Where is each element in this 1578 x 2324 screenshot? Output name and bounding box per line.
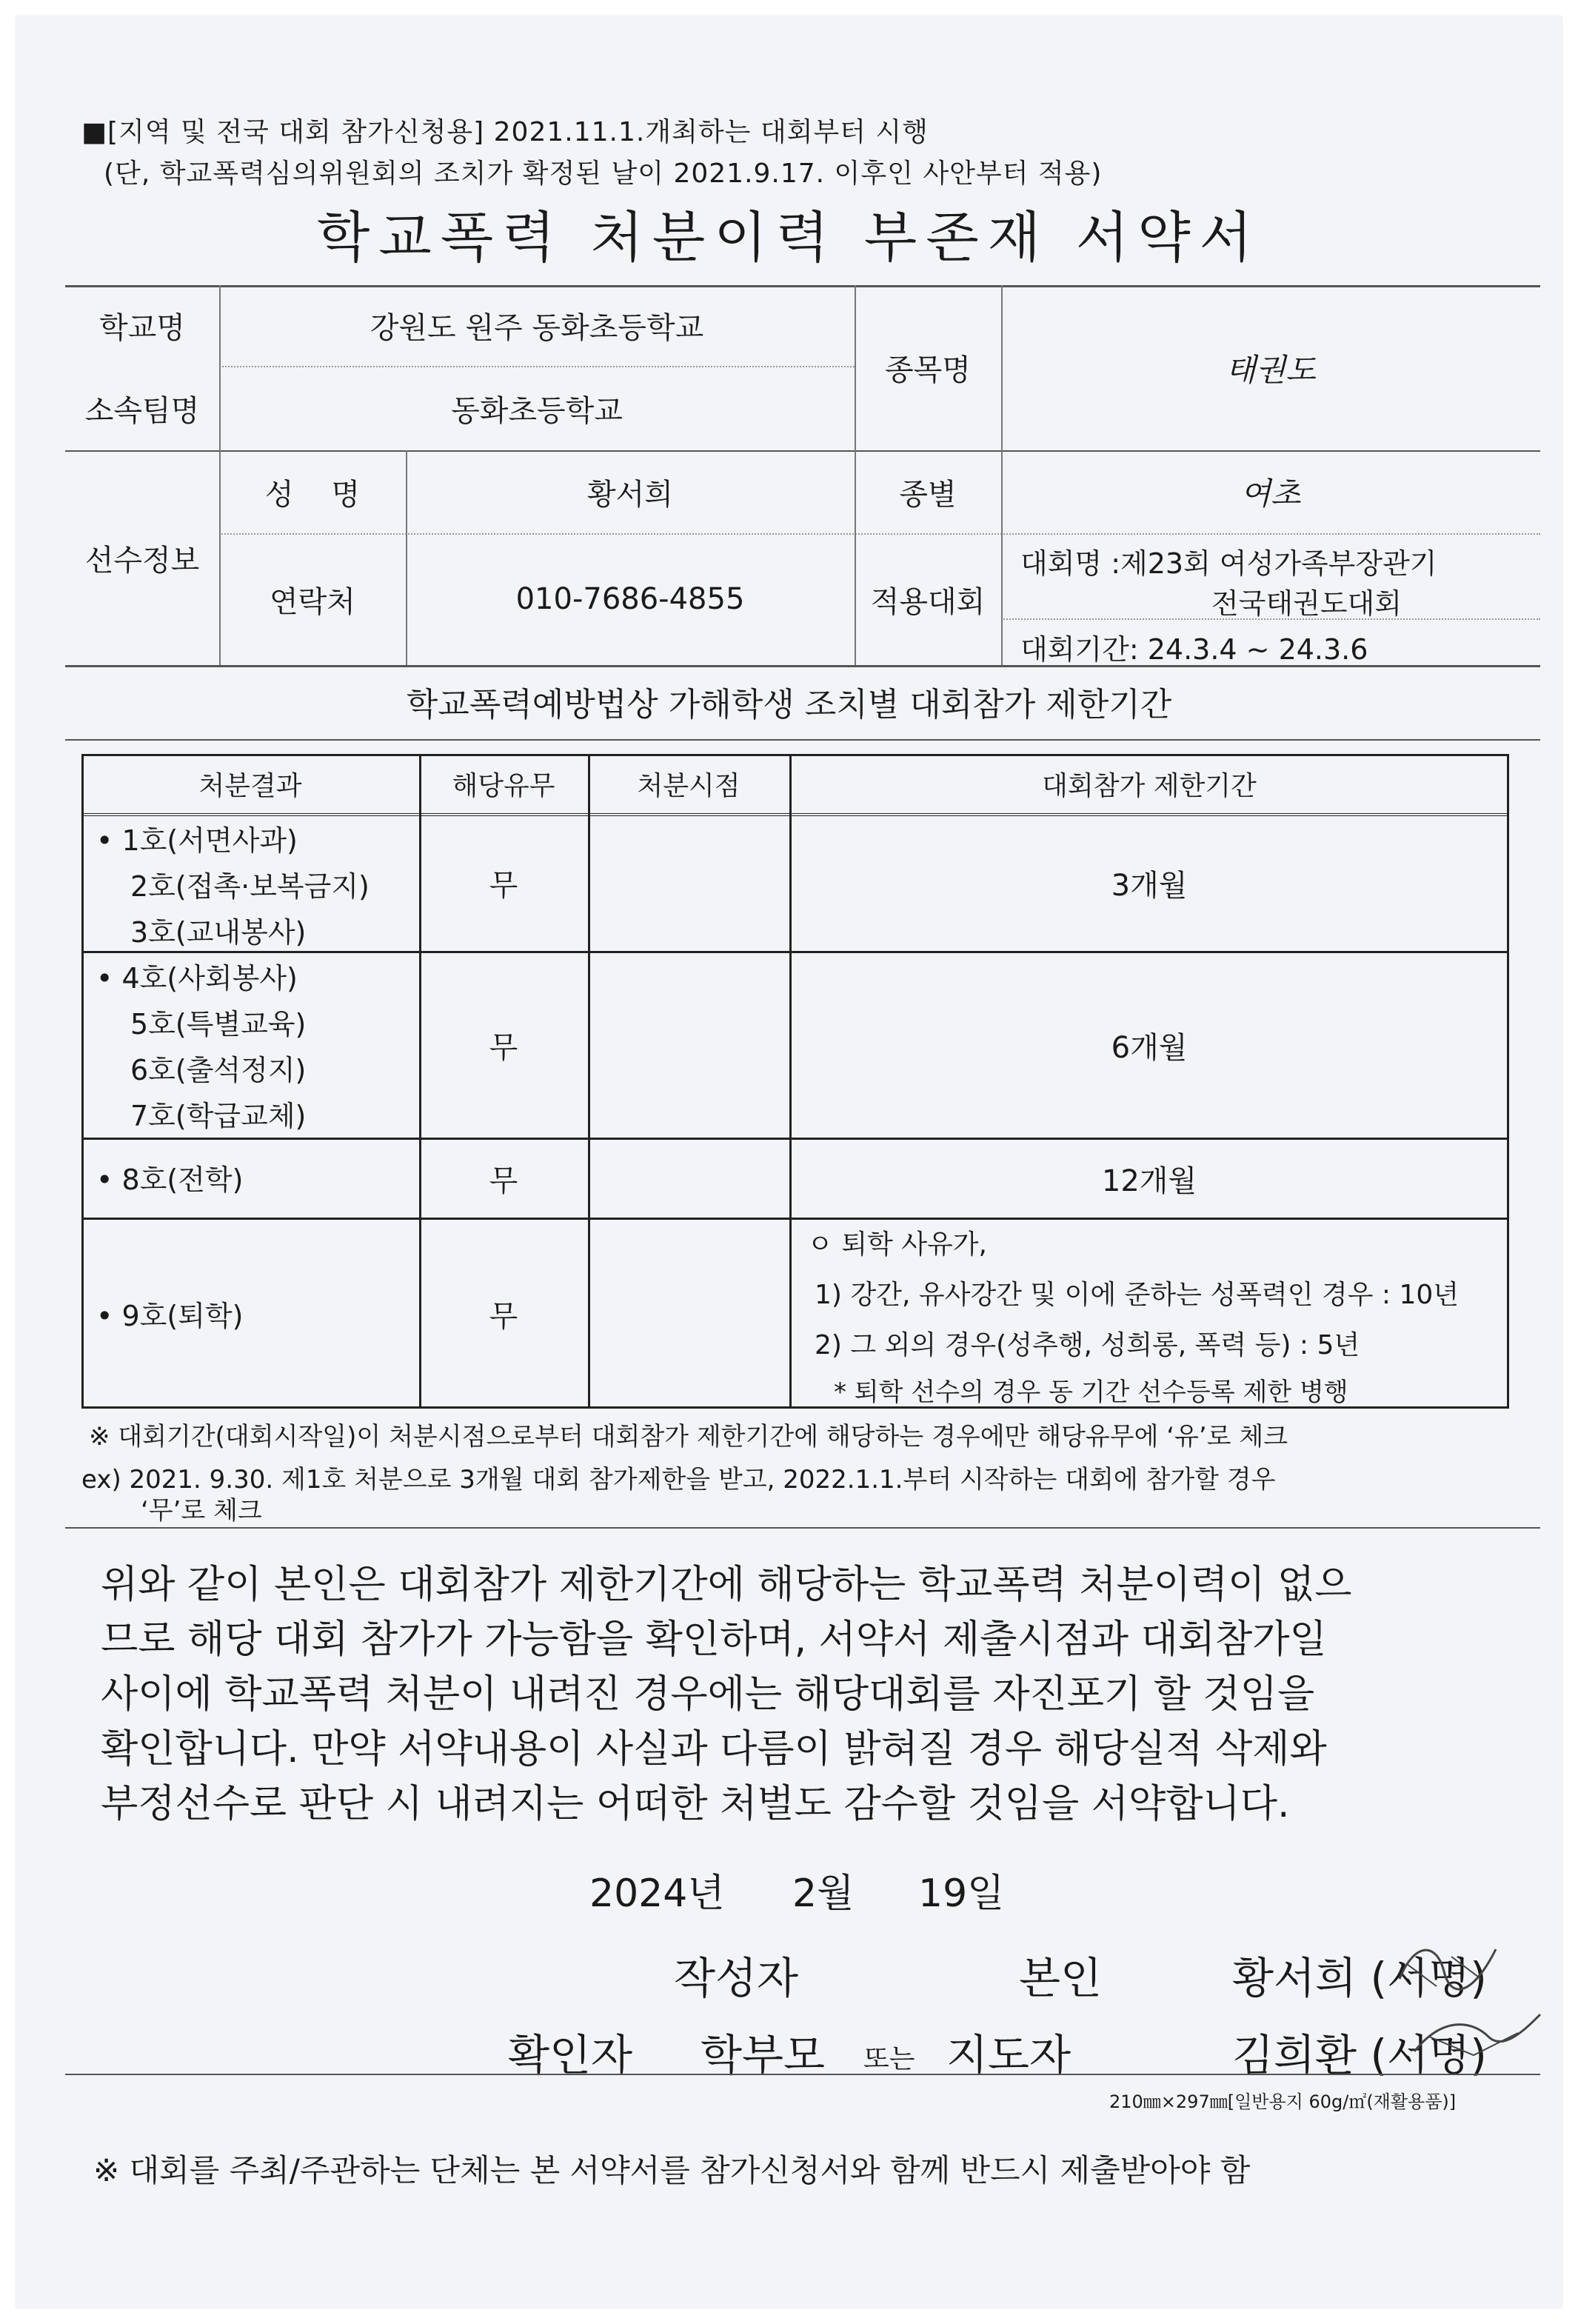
row4-period-line-1: ㅇ 퇴학 사유가, bbox=[807, 1229, 987, 1260]
confirmer-signature-scribble bbox=[1407, 2000, 1548, 2066]
row2-applies: 무 bbox=[489, 1030, 518, 1065]
notice-line-1: ■[지역 및 전국 대회 참가신청용] 2021.11.1.개최하는 대회부터 시행 bbox=[81, 117, 929, 147]
team-label: 소속팀명 bbox=[84, 393, 200, 428]
row1-line-3: 3호(교내봉사) bbox=[130, 916, 307, 949]
pledge-line-2: 므로 해당 대회 참가가 가능함을 확인하며, 서약서 제출시점과 대회참가일 bbox=[101, 1617, 1327, 1662]
bottom-note: ※ 대회를 주최/주관하는 단체는 본 서약서를 참가신청서와 함께 반드시 제출받아야 함 bbox=[93, 2152, 1251, 2188]
row2-line-2: 5호(특별교육) bbox=[130, 1008, 307, 1041]
competition-name-line-2: 전국태권도대회 bbox=[1211, 587, 1402, 620]
category-value: 여초 bbox=[1240, 475, 1301, 512]
table-vline-2 bbox=[588, 754, 590, 1409]
competition-period: 대회기간: 24.3.4 ~ 24.3.6 bbox=[1020, 633, 1368, 666]
coach-label: 지도자 bbox=[946, 2030, 1071, 2080]
row3-applies: 무 bbox=[489, 1163, 518, 1198]
table-row-border-3 bbox=[81, 1218, 1509, 1220]
writer-label: 작성자 bbox=[674, 1953, 799, 2003]
row2-line-4: 7호(학급교체) bbox=[130, 1100, 307, 1132]
page-title: 학교폭력 처분이력 부존재 서약서 bbox=[316, 206, 1262, 270]
writer-name: 황서희 (서명) bbox=[1232, 1953, 1487, 2003]
row2-line-1: • 4호(사회봉사) bbox=[96, 962, 298, 995]
row1-line-2: 2호(접촉·보복금지) bbox=[130, 870, 370, 903]
notice-line-2: (단, 학교폭력심의위원회의 조치가 확정된 날이 2021.9.17. 이후인 사안부터 적용) bbox=[104, 158, 1103, 189]
restriction-heading: 학교폭력예방법상 가해학생 조치별 대회참가 제한기간 bbox=[406, 686, 1172, 724]
pledge-line-3: 사이에 학교폭력 처분이 내려진 경우에는 해당대회를 자진포기 할 것임을 bbox=[101, 1672, 1315, 1717]
col-header-result: 처분결과 bbox=[198, 770, 302, 801]
confirmer-label: 확인자 bbox=[508, 2030, 633, 2080]
note-line-3: ‘무’로 체크 bbox=[141, 1496, 262, 1526]
row2-line-3: 6호(출석정지) bbox=[130, 1054, 307, 1086]
notes-divider bbox=[65, 1527, 1540, 1529]
date-year: 2024년 bbox=[589, 1871, 725, 1916]
school-value: 강원도 원주 동화초등학교 bbox=[370, 311, 704, 345]
parent-label: 학부모 bbox=[701, 2030, 826, 2080]
event-label: 종목명 bbox=[885, 353, 971, 387]
row3-period: 12개월 bbox=[1101, 1163, 1197, 1198]
pledge-line-5: 부정선수로 판단 시 내려지는 어떠한 처벌도 감수할 것임을 서약합니다. bbox=[101, 1782, 1290, 1826]
player-info-label: 선수정보 bbox=[84, 543, 200, 578]
row4-period-line-4: * 퇴학 선수의 경우 동 기간 선수등록 제한 병행 bbox=[834, 1378, 1348, 1407]
row4-period-line-3: 2) 그 외의 경우(성추행, 성희롱, 폭력 등) : 5년 bbox=[815, 1330, 1360, 1360]
name-label: 성 명 bbox=[264, 477, 361, 512]
category-label: 종별 bbox=[899, 477, 957, 512]
row2-period: 6개월 bbox=[1111, 1030, 1188, 1065]
apply-label: 적용대회 bbox=[870, 584, 986, 619]
date-day: 19일 bbox=[918, 1871, 1005, 1916]
pledge-line-4: 확인합니다. 만약 서약내용이 사실과 다름이 밝혀질 경우 해당실적 삭제와 bbox=[101, 1727, 1327, 1772]
row1-line-1: • 1호(서면사과) bbox=[96, 824, 298, 857]
self-label: 본인 bbox=[1019, 1953, 1103, 2003]
row1-applies: 무 bbox=[489, 868, 518, 903]
col-header-time: 처분시점 bbox=[637, 770, 740, 801]
note-line-1: ※ 대회기간(대회시작일)이 처분시점으로부터 대회참가 제한기간에 해당하는 경우에만 해당유무에 ‘유’로 체크 bbox=[89, 1422, 1288, 1452]
date-month: 2월 bbox=[792, 1871, 855, 1916]
event-value: 태권도 bbox=[1226, 351, 1316, 388]
school-label: 학교명 bbox=[99, 311, 185, 345]
competition-name-line-1: 대회명 :제23회 여성가족부장관기 bbox=[1020, 547, 1437, 580]
row4-period-line-2: 1) 강간, 유사강간 및 이에 준하는 성폭력인 경우 : 10년 bbox=[815, 1280, 1460, 1310]
team-value: 동화초등학교 bbox=[451, 393, 623, 428]
col-header-applies: 해당유무 bbox=[452, 770, 555, 801]
pledge-line-1: 위와 같이 본인은 대회참가 제한기간에 해당하는 학교폭력 처분이력이 없으 bbox=[101, 1563, 1352, 1607]
writer-signature-scribble bbox=[1392, 1934, 1503, 2001]
row4-line-1: • 9호(퇴학) bbox=[96, 1300, 244, 1332]
or-label: 또는 bbox=[863, 2044, 915, 2074]
contact-label: 연락처 bbox=[270, 584, 355, 619]
name-value: 황서희 bbox=[587, 477, 673, 512]
paper-spec: 210㎜×297㎜[일반용지 60g/㎡(재활용품)] bbox=[1109, 2091, 1457, 2112]
confirmer-name: 김희환 (서명) bbox=[1232, 2030, 1487, 2080]
row3-line-1: • 8호(전학) bbox=[96, 1163, 244, 1196]
note-line-2: ex) 2021. 9.30. 제1호 처분으로 3개월 대회 참가제한을 받고, 2022.1.1.부터 시작하는 대회에 참가할 경우 bbox=[81, 1465, 1276, 1495]
row4-applies: 무 bbox=[489, 1299, 518, 1334]
col-header-period: 대회참가 제한기간 bbox=[1042, 770, 1257, 801]
heading-underline bbox=[65, 739, 1540, 741]
signature-divider bbox=[65, 2074, 1540, 2075]
row1-period: 3개월 bbox=[1111, 868, 1188, 903]
contact-value: 010-7686-4855 bbox=[515, 582, 745, 616]
